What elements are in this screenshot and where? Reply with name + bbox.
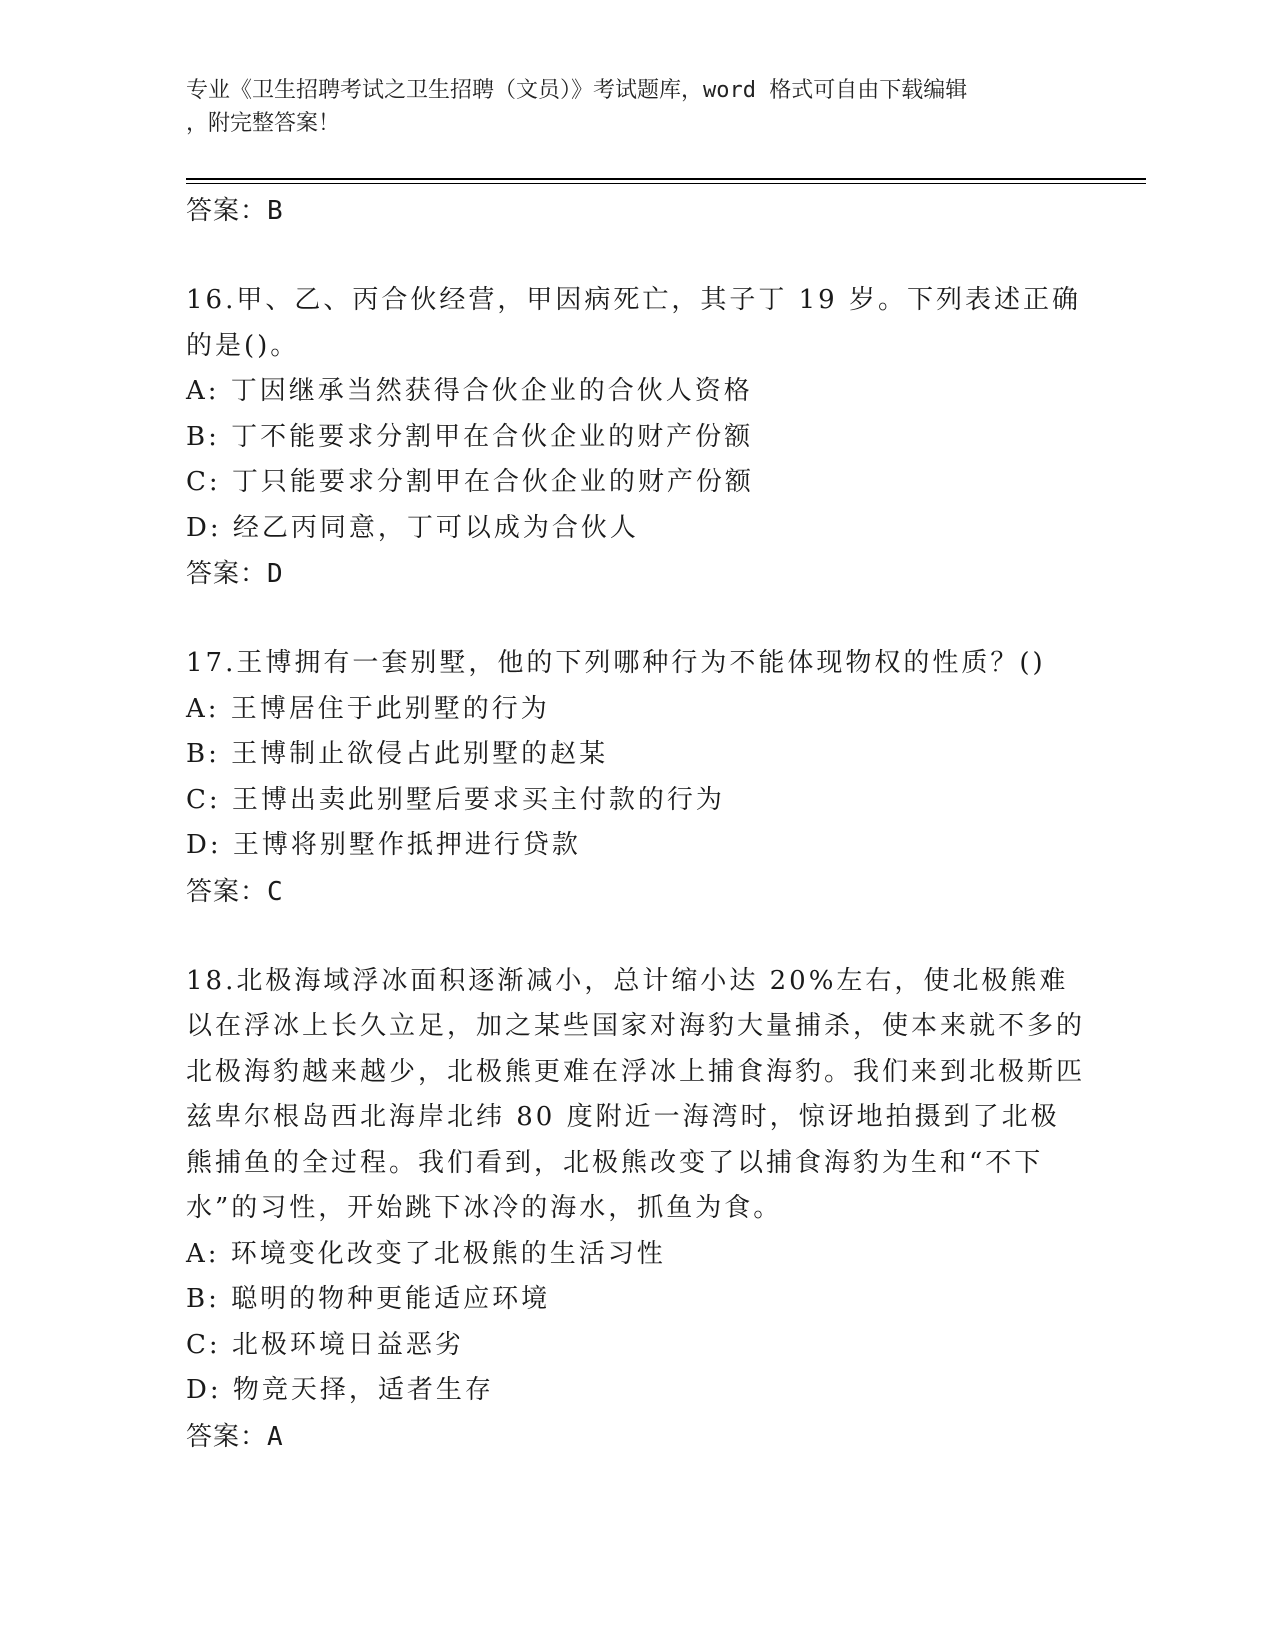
answer-value: C	[267, 876, 284, 907]
answer-label: 答案：	[186, 196, 268, 226]
question-18	[186, 959, 1086, 1460]
question-stem: 16.甲、乙、丙合伙经营，甲因病死亡，其子丁 19 岁。下列表述正确的是()。	[186, 285, 1081, 361]
option-d: D: 王博将别墅作抵押进行贷款	[186, 830, 581, 860]
option-a: A: 环境变化改变了北极熊的生活习性	[186, 1238, 666, 1269]
question-answer	[186, 1414, 1086, 1460]
option-b: B: 丁不能要求分割甲在合伙企业的财产份额	[186, 421, 754, 452]
option-c: C: 北极环境日益恶劣	[186, 1329, 464, 1360]
option-b: B: 王博制止欲侵占此别墅的赵某	[186, 739, 609, 769]
question-17	[186, 641, 1086, 915]
header-line-1: 专业《卫生招聘考试之卫生招聘（文员）》考试题库，word 格式可自由下载编辑	[186, 78, 968, 103]
question-stem: 18.北极海域浮冰面积逐渐减小，总计缩小达 20%左右，使北极熊难以在浮冰上长久立足，加之某些国家对海豹大量捕杀，使本来就不多的北极海豹越来越少，北极熊更难在浮冰上捕食海豹。我们来到北极斯匹兹卑尔根岛西北海岸北纬 80 度附近一海湾时，惊讶地拍摄到了北极熊捕鱼的全过程。我们看到，北极熊改变了以捕食海豹为生和“不下水”的习性，开始跳下冰冷的海水，抓鱼为食。	[186, 965, 1086, 1223]
question-16	[186, 278, 1086, 597]
option-c: C: 丁只能要求分割甲在合伙企业的财产份额	[186, 467, 754, 497]
option-a: A: 丁因继承当然获得合伙企业的合伙人资格	[186, 376, 753, 406]
option-d: D: 物竞天择，适者生存	[186, 1375, 494, 1405]
document-body	[186, 188, 1086, 1460]
answer-value: A	[267, 1421, 284, 1452]
answer-value: B	[267, 196, 284, 226]
previous-answer	[186, 188, 1086, 234]
question-answer	[186, 869, 1086, 915]
question-answer	[186, 551, 1086, 597]
document-header	[186, 74, 1086, 140]
header-line-2: ，附完整答案！	[186, 111, 341, 136]
option-d: D: 经乙丙同意，丁可以成为合伙人	[186, 512, 639, 543]
header-divider-thick	[186, 178, 1146, 180]
option-b: B: 聪明的物种更能适应环境	[186, 1284, 551, 1314]
answer-label: 答案：	[186, 559, 268, 589]
option-a: A: 王博居住于此别墅的行为	[186, 693, 550, 724]
option-c: C: 王博出卖此别墅后要求买主付款的行为	[186, 784, 725, 815]
answer-label: 答案：	[186, 1421, 268, 1452]
header-divider-thin	[186, 183, 1146, 184]
answer-label: 答案：	[186, 876, 268, 907]
question-stem: 17.王博拥有一套别墅，他的下列哪种行为不能体现物权的性质？()	[186, 648, 1046, 678]
answer-value: D	[267, 559, 284, 589]
